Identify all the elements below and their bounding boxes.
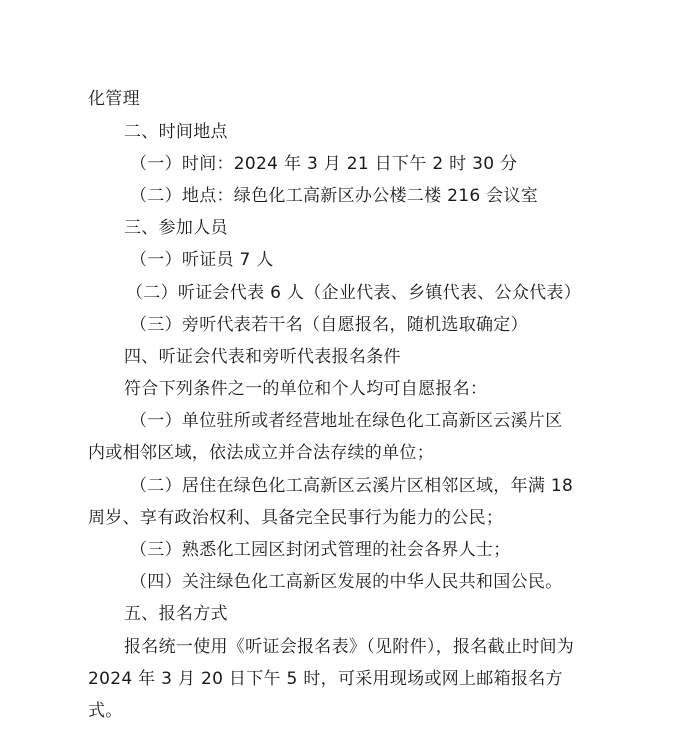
- text-line: （一）时间：2024 年 3 月 21 日下午 2 时 30 分: [130, 154, 518, 174]
- text-line: 化管理: [88, 89, 140, 109]
- section-heading: 五、报名方式: [124, 604, 228, 624]
- text-line: 内或相邻区域，依法成立并合法存续的单位；: [88, 443, 434, 463]
- text-line: （二）听证会代表 6 人（企业代表、乡镇代表、公众代表）: [126, 283, 582, 303]
- text-line: 2024 年 3 月 20 日下午 5 时，可采用现场或网上邮箱报名方: [88, 669, 563, 689]
- section-heading: 四、听证会代表和旁听代表报名条件: [124, 347, 401, 367]
- text-line: （三）熟悉化工园区封闭式管理的社会各界人士；: [130, 540, 511, 560]
- text-line: （一）单位驻所或者经营地址在绿色化工高新区云溪片区: [130, 411, 563, 431]
- text-line: 符合下列条件之一的单位和个人均可自愿报名：: [124, 379, 488, 399]
- section-heading: 二、时间地点: [124, 122, 228, 142]
- text-line: 式。: [88, 701, 123, 721]
- text-line: （三）旁听代表若干名（自愿报名，随机选取确定）: [130, 315, 528, 335]
- text-line: 周岁、享有政治权利、具备完全民事行为能力的公民；: [88, 508, 504, 528]
- text-line: （四）关注绿色化工高新区发展的中华人民共和国公民。: [130, 572, 563, 592]
- text-line: （二）居住在绿色化工高新区云溪片区相邻区域，年满 18: [130, 476, 574, 496]
- text-line: （二）地点：绿色化工高新区办公楼二楼 216 会议室: [130, 186, 539, 206]
- section-heading: 三、参加人员: [124, 218, 228, 238]
- text-line: 报名统一使用《听证会报名表》（见附件），报名截止时间为: [124, 637, 575, 657]
- text-line: （一）听证员 7 人: [130, 250, 274, 270]
